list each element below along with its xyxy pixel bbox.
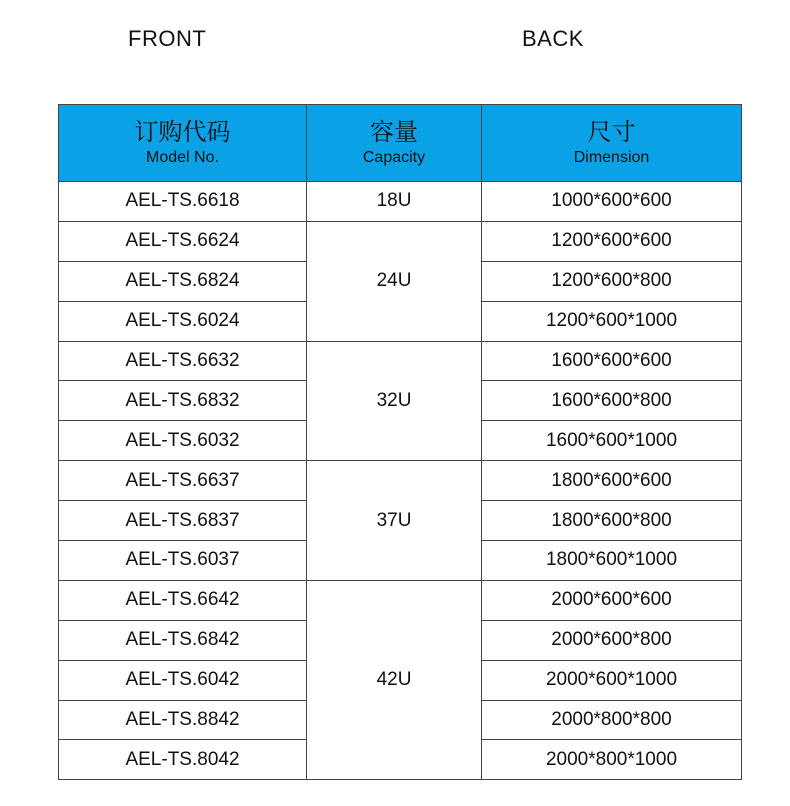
- dimension-cell: 2000*800*1000: [482, 740, 742, 780]
- header-dimension-zh: 尺寸: [587, 117, 636, 146]
- model-cell: AEL-TS.6624: [59, 221, 307, 261]
- header-capacity-zh: 容量: [370, 117, 418, 146]
- model-cell: AEL-TS.6837: [59, 501, 307, 541]
- model-cell: AEL-TS.6632: [59, 341, 307, 381]
- model-cell: AEL-TS.8842: [59, 700, 307, 740]
- model-cell: AEL-TS.6618: [59, 182, 307, 222]
- header-capacity: [307, 105, 482, 182]
- dimension-cell: 1600*600*1000: [482, 421, 742, 461]
- model-cell: AEL-TS.8042: [59, 740, 307, 780]
- dimension-cell: 1200*600*800: [482, 261, 742, 301]
- dimension-cell: 1200*600*600: [482, 221, 742, 261]
- dimension-cell: 1800*600*800: [482, 501, 742, 541]
- header-capacity-en: Capacity: [362, 148, 426, 166]
- table-row: [59, 182, 742, 222]
- capacity-cell: 32U: [307, 341, 482, 461]
- capacity-cell: 37U: [307, 461, 482, 581]
- header-dimension: [482, 105, 742, 182]
- table-row: [59, 341, 742, 381]
- spec-table: [58, 104, 742, 780]
- dimension-cell: 1200*600*1000: [482, 301, 742, 341]
- header-dimension-en: Dimension: [573, 148, 650, 166]
- model-cell: AEL-TS.6032: [59, 421, 307, 461]
- model-cell: AEL-TS.6832: [59, 381, 307, 421]
- capacity-cell: 42U: [307, 580, 482, 779]
- capacity-cell: 18U: [307, 182, 482, 222]
- header-model: [59, 105, 307, 182]
- table-header-row: [59, 105, 742, 182]
- dimension-cell: 2000*600*600: [482, 580, 742, 620]
- back-label: BACK: [522, 26, 584, 51]
- dimension-cell: 1800*600*1000: [482, 541, 742, 581]
- dimension-cell: 2000*800*800: [482, 700, 742, 740]
- dimension-cell: 1600*600*800: [482, 381, 742, 421]
- front-label: FRONT: [128, 26, 207, 51]
- header-model-en: Model No.: [146, 148, 219, 166]
- model-cell: AEL-TS.6824: [59, 261, 307, 301]
- model-cell: AEL-TS.6042: [59, 660, 307, 700]
- model-cell: AEL-TS.6037: [59, 541, 307, 581]
- table-row: [59, 461, 742, 501]
- table-row: [59, 221, 742, 261]
- model-cell: AEL-TS.6024: [59, 301, 307, 341]
- dimension-cell: 2000*600*1000: [482, 660, 742, 700]
- model-cell: AEL-TS.6642: [59, 580, 307, 620]
- capacity-cell: 24U: [307, 221, 482, 341]
- table-row: [59, 580, 742, 620]
- model-cell: AEL-TS.6842: [59, 620, 307, 660]
- dimension-cell: 1800*600*600: [482, 461, 742, 501]
- dimension-cell: 2000*600*800: [482, 620, 742, 660]
- dimension-cell: 1000*600*600: [482, 182, 742, 222]
- header-model-zh: 订购代码: [134, 117, 231, 146]
- dimension-cell: 1600*600*600: [482, 341, 742, 381]
- model-cell: AEL-TS.6637: [59, 461, 307, 501]
